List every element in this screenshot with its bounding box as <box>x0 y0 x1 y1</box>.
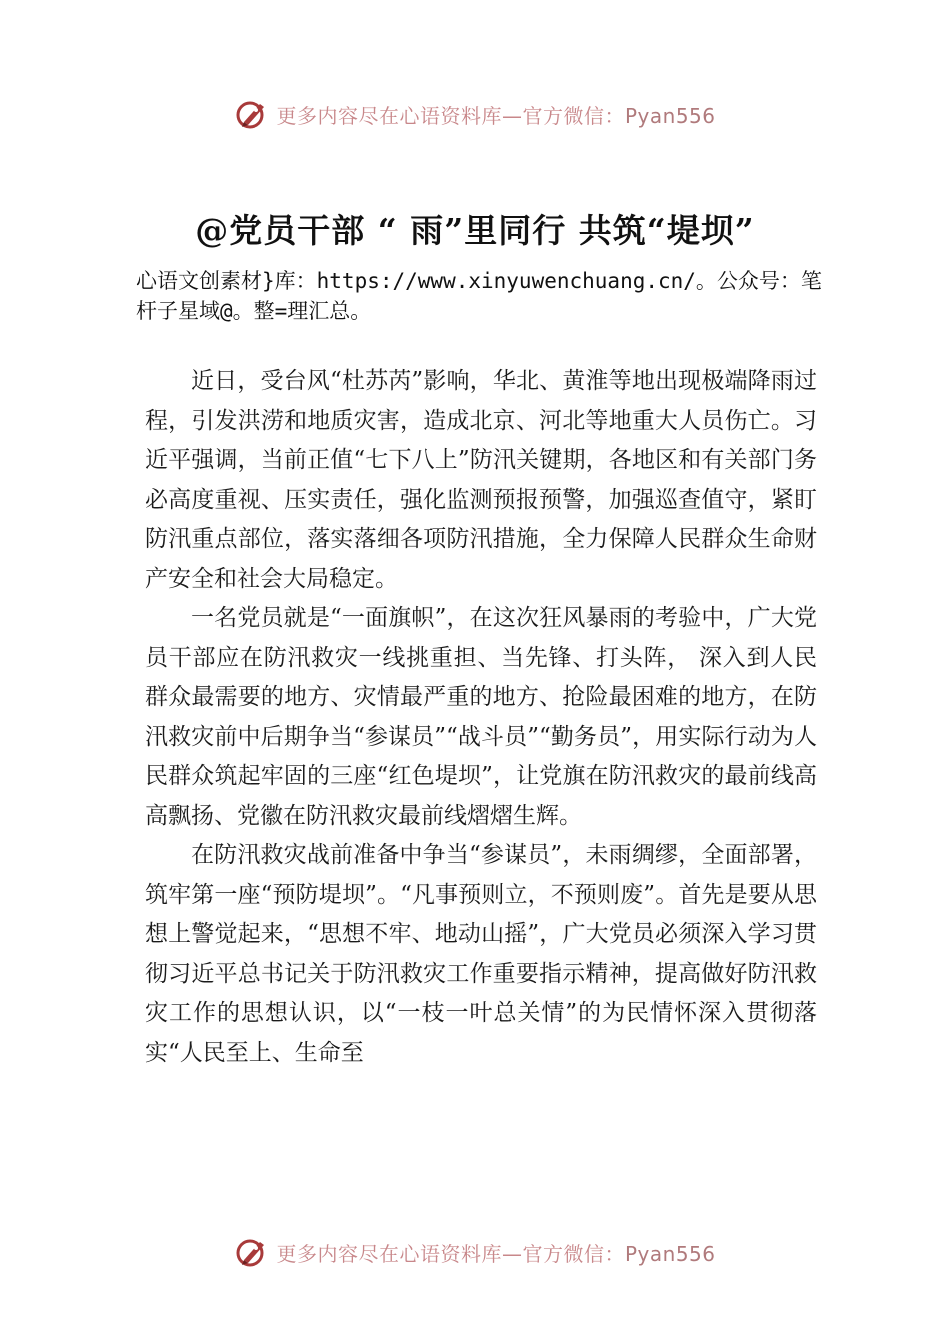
body-paragraph: 在防汛救灾战前准备中争当“参谋员”，未雨绸缪，全面部署，筑牢第一座“预防堤坝”。“凡事预则立，不预则废”。首先是要从思想上警觉起来，“思想不牢、地动山摇”，广大党员必须深入学习贯彻习近平总书记关于防汛救灾工作重要指示精神，提高做好防汛救灾工作的思想认识，以“一枝一叶总关情”的为民情怀深入贯彻落实“人民至上、生命至 <box>145 842 817 1066</box>
footer-banner-contact: Pyan556 <box>624 1241 716 1266</box>
footer-banner <box>0 1232 950 1272</box>
pen-logo-icon <box>234 96 270 132</box>
header-banner-contact: Pyan556 <box>624 103 716 128</box>
body-paragraph: 近日，受台风“杜苏芮”影响，华北、黄淮等地出现极端降雨过程，引发洪涝和地质灾害，造成北京、河北等地重大人员伤亡。习近平强调，当前正值“七下八上”防汛关键期，各地区和有关部门务必高度重视、压实责任，强化监测预报预警，加强巡查值守，紧盯防汛重点部位，落实落细各项防汛措施，全力保障人民群众生命财产安全和社会大局稳定。 <box>145 368 817 592</box>
body-paragraph: 一名党员就是“一面旗帜”，在这次狂风暴雨的考验中，广大党员干部应在防汛救灾一线挑重担、当先锋、打头阵， 深入到人民群众最需要的地方、灾情最严重的地方、抢险最困难的地方，在防汛救灾前中后期争当“参谋员”“战斗员”“勤务员”，用实际行动为人民群众筑起牢固的三座“红色堤坝”，让党旗在防汛救灾的最前线高高飘扬、党徽在防汛救灾最前线熠熠生辉。 <box>145 605 817 829</box>
pen-logo-icon <box>234 1234 270 1270</box>
header-banner-text: 更多内容尽在心语资料库—官方微信：Pyan556 <box>276 103 716 128</box>
document-source-line: 心语文创素材}库：https://www.xinyuwenchuang.cn/。公众号：笔杆子星域@。整=理汇总。 <box>136 269 822 323</box>
document-body <box>145 362 817 1073</box>
document-title: @党员干部 “ 雨”里同行 共筑“堤坝” <box>195 211 755 250</box>
footer-banner-text: 更多内容尽在心语资料库—官方微信：Pyan556 <box>276 1241 716 1266</box>
header-banner <box>0 94 950 134</box>
